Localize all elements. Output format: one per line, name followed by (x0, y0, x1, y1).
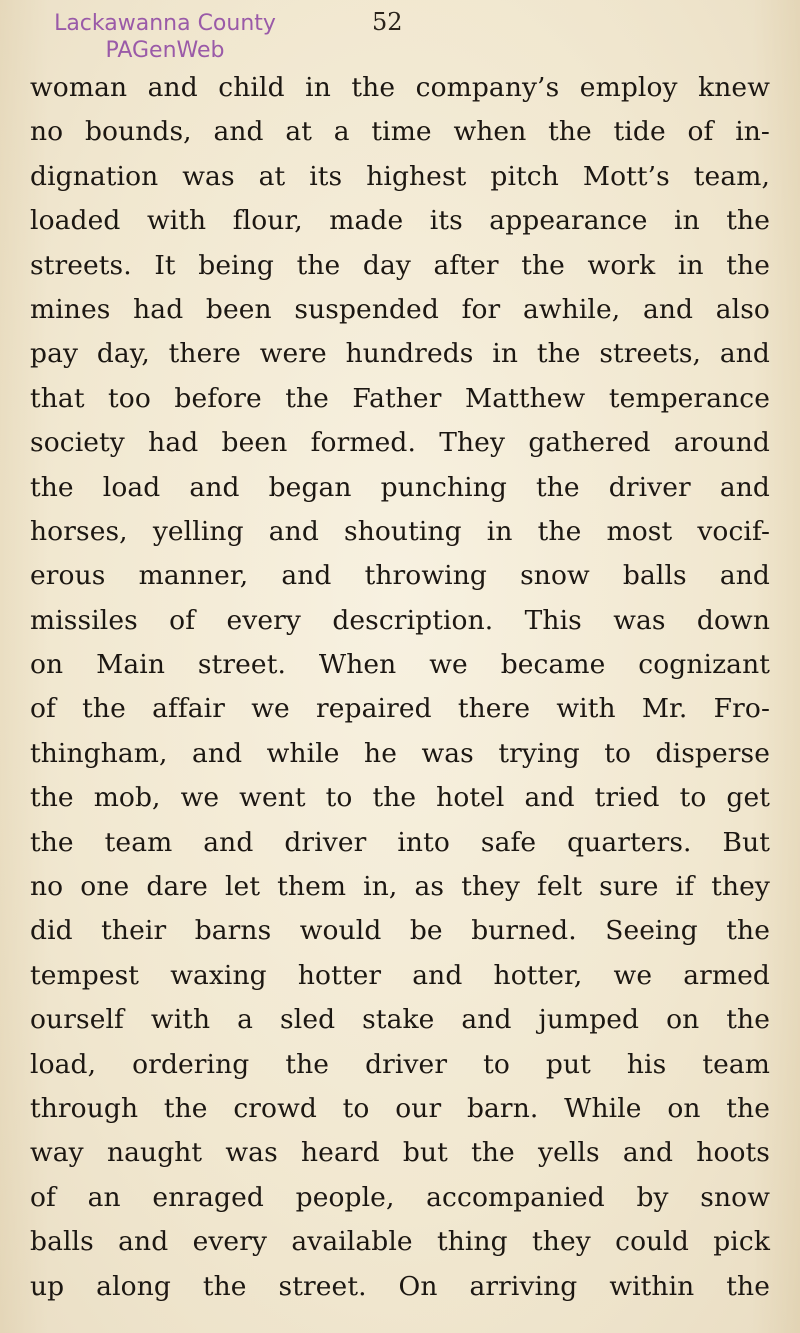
watermark-line-1: Lackawanna County (54, 11, 276, 36)
text-line: woman and child in the company’s employ knew (30, 72, 770, 103)
text-line: society had been formed. They gathered around (30, 427, 770, 459)
body-text (30, 66, 770, 1309)
text-line: the mob, we went to the hotel and tried to get (30, 782, 770, 814)
text-line: horses, yelling and shouting in the most vocif- (30, 515, 770, 547)
text-line: of an enraged people, accompanied by snow (30, 1181, 770, 1213)
text-line: loaded with flour, made its appearance in the (30, 205, 770, 237)
text-line: the load and began punching the driver and (30, 471, 770, 503)
text-line: ourself with a sled stake and jumped on the (30, 1004, 770, 1036)
text-line: of the affair we repaired there with Mr. Fro- (30, 693, 770, 725)
text-line: mines had been suspended for awhile, and also (30, 293, 770, 325)
text-line: tempest waxing hotter and hotter, we armed (30, 959, 770, 991)
text-line: no one dare let them in, as they felt sure if they (30, 871, 770, 903)
text-line: dignation was at its highest pitch Mott’s team, (30, 160, 770, 192)
text-line: pay day, there were hundreds in the streets, and (30, 338, 770, 370)
text-line: through the crowd to our barn. While on the (30, 1092, 770, 1124)
text-line: on Main street. When we became cognizant (30, 649, 770, 681)
text-line: missiles of every description. This was down (30, 604, 770, 636)
text-line: thingham, and while he was trying to disperse (30, 737, 770, 769)
text-line: no bounds, and at a time when the tide of in- (30, 116, 770, 148)
text-line: streets. It being the day after the work in the (30, 249, 770, 281)
text-line: that too before the Father Matthew temperance (30, 382, 770, 414)
text-line: way naught was heard but the yells and hoots (30, 1137, 770, 1169)
text-line: balls and every available thing they could pick (30, 1226, 770, 1258)
text-line: did their barns would be burned. Seeing the (30, 915, 770, 947)
watermark-line-2: PAGenWeb (105, 38, 225, 63)
text-line: load, ordering the driver to put his team (30, 1048, 770, 1080)
page-number: 52 (372, 8, 403, 36)
watermark (34, 10, 296, 64)
text-line: the team and driver into safe quarters. But (30, 826, 770, 858)
text-line: erous manner, and throwing snow balls and (30, 560, 770, 592)
text-line: up along the street. On arriving within the (30, 1270, 770, 1302)
